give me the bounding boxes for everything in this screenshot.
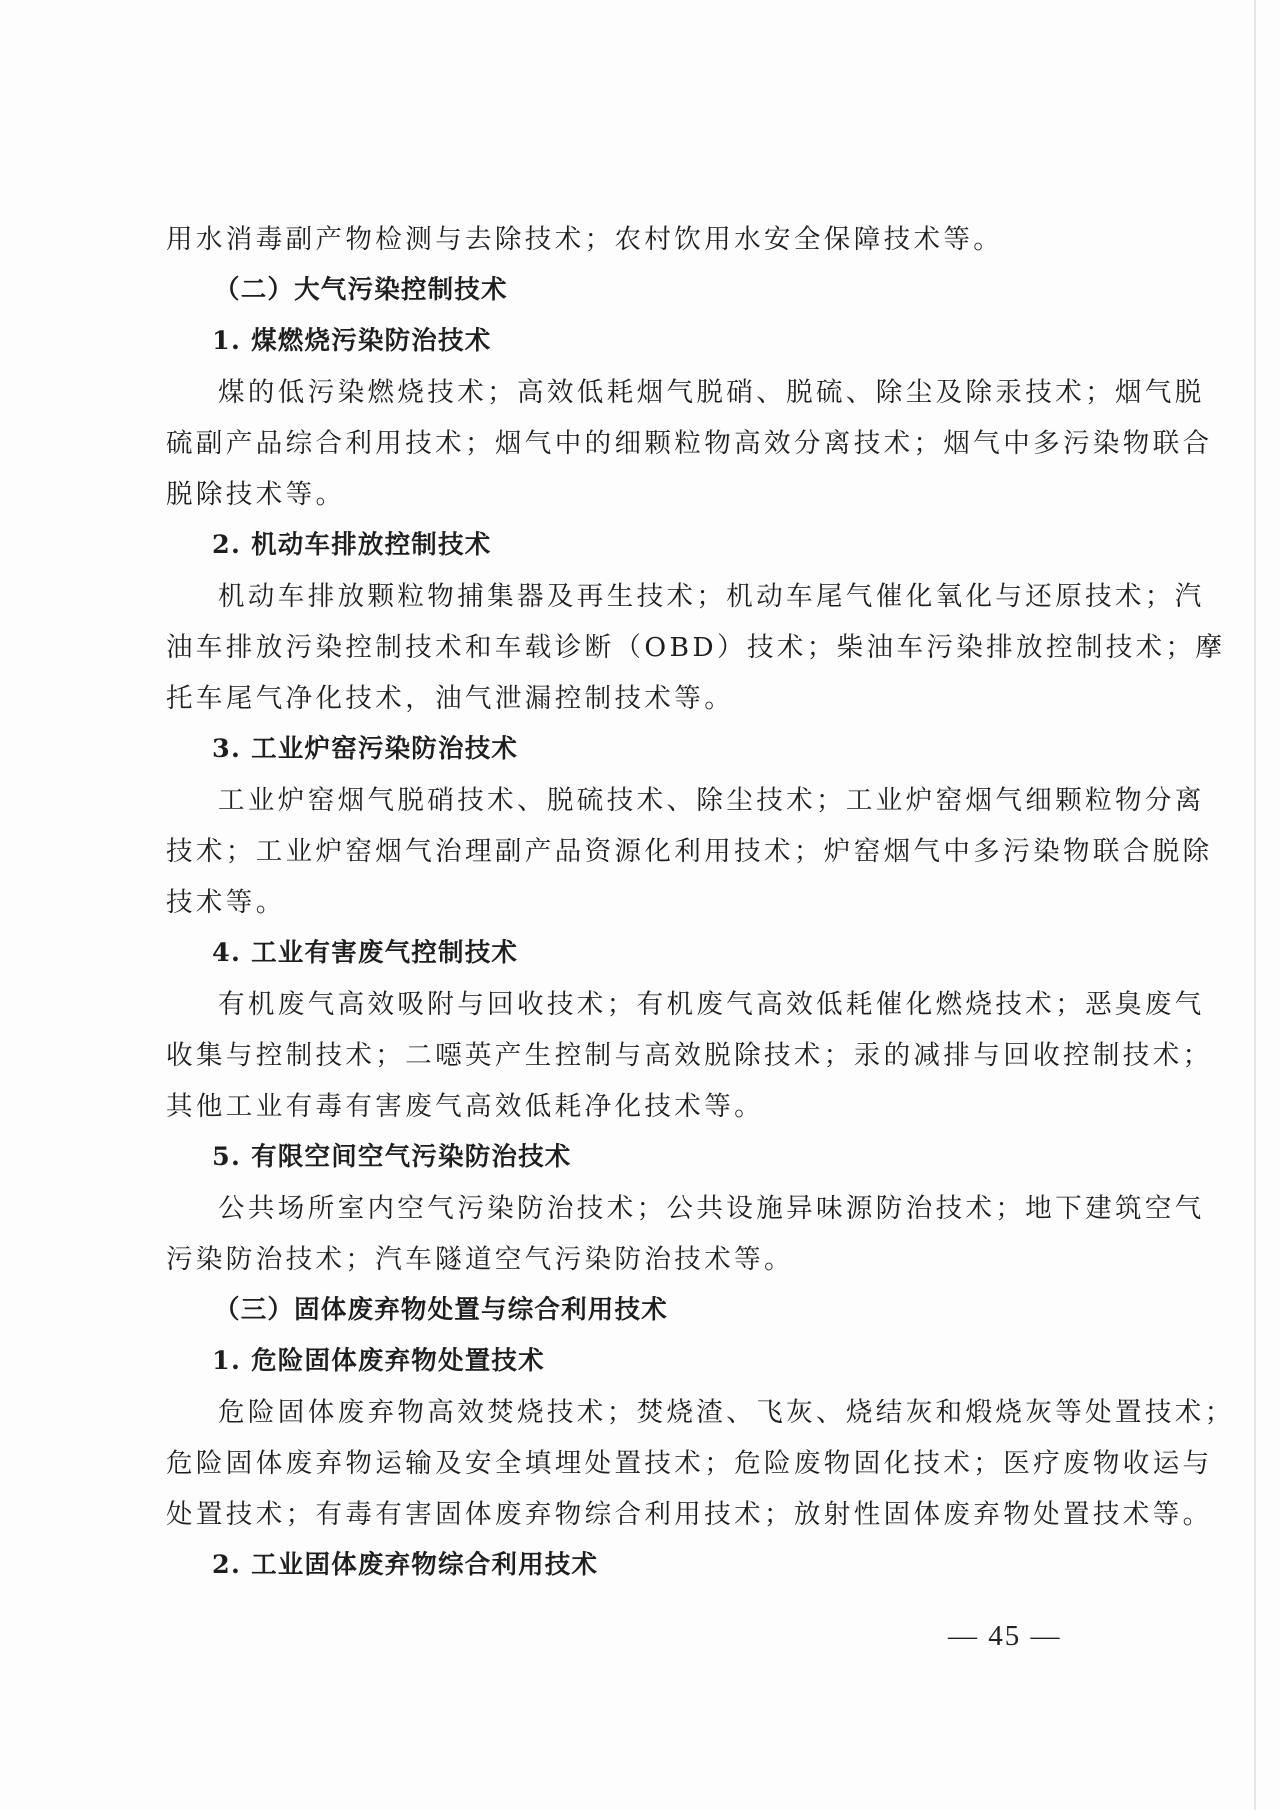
- subsection-heading: 1. 危险固体废弃物处置技术: [212, 1346, 545, 1376]
- body-text-line: 油车排放污染控制技术和车载诊断（OBD）技术；柴油车污染排放控制技术；摩: [166, 632, 1226, 663]
- body-text-line: 危险固体废弃物运输及安全填埋处置技术；危险废物固化技术；医疗废物收运与: [166, 1448, 1213, 1479]
- body-text-line: 公共场所室内空气污染防治技术；公共设施异味源防治技术；地下建筑空气: [218, 1193, 1205, 1224]
- body-text-line: 有机废气高效吸附与回收技术；有机废气高效低耗催化燃烧技术；恶臭废气: [218, 989, 1205, 1020]
- body-text-line: 用水消毒副产物检测与去除技术；农村饮用水安全保障技术等。: [166, 224, 1004, 255]
- body-text-line: 污染防治技术；汽车隧道空气污染防治技术等。: [166, 1244, 794, 1275]
- body-text-line: 处置技术；有毒有害固体废弃物综合利用技术；放射性固体废弃物处置技术等。: [166, 1499, 1213, 1530]
- subsection-heading: 3. 工业炉窑污染防治技术: [212, 734, 519, 764]
- page-body: [166, 214, 1235, 1591]
- body-text-line: 脱除技术等。: [166, 479, 346, 510]
- section-heading: （三）固体废弃物处置与综合利用技术: [214, 1295, 668, 1325]
- subsection-heading: 4. 工业有害废气控制技术: [212, 938, 519, 968]
- body-text-line: 技术等。: [166, 887, 286, 918]
- body-text-line: 技术；工业炉窑烟气治理副产品资源化利用技术；炉窑烟气中多污染物联合脱除: [166, 836, 1213, 867]
- subsection-heading: 2. 机动车排放控制技术: [212, 530, 492, 560]
- page-number: — 45 —: [948, 1620, 1062, 1652]
- body-text-line: 机动车排放颗粒物捕集器及再生技术；机动车尾气催化氧化与还原技术；汽: [218, 581, 1205, 612]
- section-heading: （二）大气污染控制技术: [214, 275, 508, 305]
- body-text-line: 危险固体废弃物高效焚烧技术；焚烧渣、飞灰、烧结灰和煅烧灰等处置技术；: [218, 1397, 1235, 1428]
- subsection-heading: 1. 煤燃烧污染防治技术: [212, 326, 492, 356]
- body-text-line: 其他工业有毒有害废气高效低耗净化技术等。: [166, 1091, 764, 1122]
- scan-edge-line: [1254, 0, 1256, 1810]
- body-text-line: 托车尾气净化技术，油气泄漏控制技术等。: [166, 683, 735, 714]
- body-text-line: 工业炉窑烟气脱硝技术、脱硫技术、除尘技术；工业炉窑烟气细颗粒物分离: [218, 785, 1205, 816]
- body-text-line: 煤的低污染燃烧技术；高效低耗烟气脱硝、脱硫、除尘及除汞技术；烟气脱: [218, 377, 1205, 408]
- subsection-heading: 2. 工业固体废弃物综合利用技术: [212, 1550, 599, 1580]
- body-text-line: 硫副产品综合利用技术；烟气中的细颗粒物高效分离技术；烟气中多污染物联合: [166, 428, 1213, 459]
- body-text-line: 收集与控制技术；二噁英产生控制与高效脱除技术；汞的减排与回收控制技术；: [166, 1040, 1213, 1071]
- subsection-heading: 5. 有限空间空气污染防治技术: [212, 1142, 572, 1172]
